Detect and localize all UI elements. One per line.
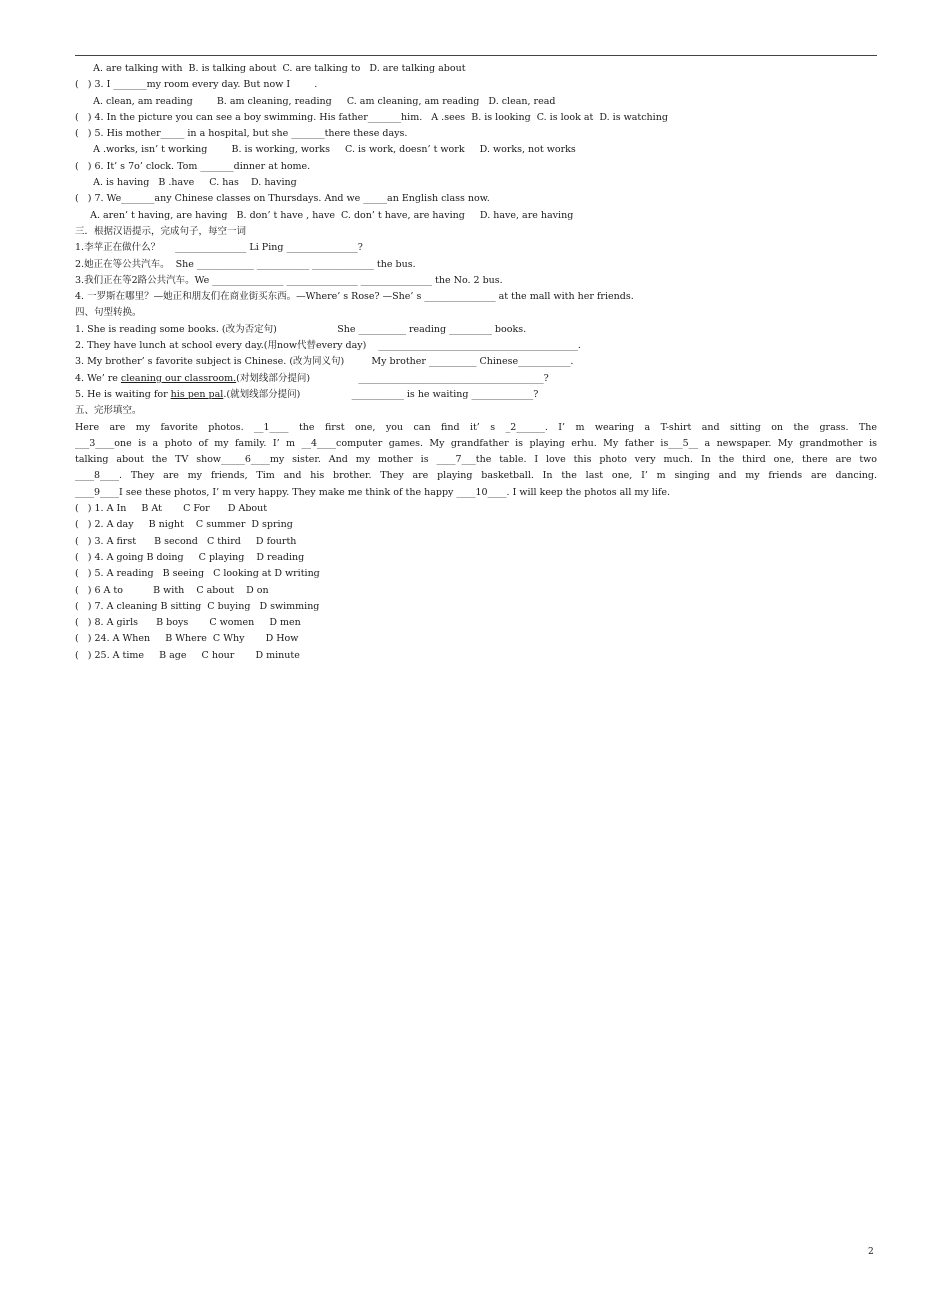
page-number: 2 (868, 1247, 874, 1257)
option-line-5: A .works, isn’ t working B. is working, works C. is work, doesn’ t work D. works, not works (75, 144, 576, 156)
cloze-option-7: ( ) 7. A cleaning B sitting C buying D swimming (75, 600, 320, 612)
transform-5: 5. He is waiting for his pen pal.(就划线部分提问) ___________ is he waiting _____________? (75, 388, 539, 400)
option-line-3: A. clean, am reading B. am cleaning, reading C. am cleaning, am reading D. clean, read (75, 95, 556, 107)
transform-3: 3. My brother’ s favorite subject is Chinese. (改为同义句) My brother __________ Chinese___________. (75, 356, 574, 368)
translation-4: 4. 一罗斯在哪里？—她正和朋友们在商业街买东西。—Where’ s Rose? —She’ s _______________ at the mall with her friends. (75, 291, 634, 303)
cloze-option-2: ( ) 2. A day B night C summer D spring (75, 519, 293, 531)
passage-line-1: Here are my favorite photos. __1____ the first one, you can find it’ s _2______. I’ m wearing a T-shirt and sitting on the grass. The (75, 421, 877, 433)
option-line-6: A. is having B .have C. has D. having (75, 177, 297, 189)
passage-line-2: ___3____one is a photo of my family. I’ m __4____computer games. My grandfather is playing erhu. My father is___5__ a newspaper. My grandmother is (75, 437, 877, 449)
underlined-phrase: cleaning our classroom. (120, 372, 237, 384)
cloze-option-1: ( ) 1. A In B At C For D About (75, 503, 268, 515)
cloze-option-6: ( ) 6 A to B with C about D on (75, 584, 269, 596)
option-line-2: A. are talking with B. is talking about C. are talking to D. are talking about (75, 63, 466, 74)
header-rule (75, 55, 877, 56)
translation-2: 2.她正在等公共汽车。 She ____________ ___________ _____________ the bus. (75, 258, 416, 270)
passage-line-5: ____9____I see these photos, I’ m very happy. They make me think of the happy ____10____. I will keep the photos all my life. (75, 486, 671, 498)
cloze-option-9: ( ) 24. A When B Where C Why D How (75, 633, 299, 645)
passage-line-4: ____8____. They are my friends, Tim and his brother. They are playing basketball. In the last one, I’ m singing and my friends are dancing. (75, 470, 877, 482)
cloze-option-3: ( ) 3. A first B second C third D fourth (75, 535, 297, 547)
transform-4: 4. We’ re cleaning our classroom.(对划线部分提问) _______________________________________? (75, 372, 549, 384)
section-heading-4: 四、句型转换。 (75, 307, 142, 319)
question-6: ( ) 6. It’ s 7o’ clock. Tom _______dinner at home. (75, 160, 311, 172)
section-heading-5: 五、完形填空。 (75, 405, 142, 417)
passage-line-3: talking about the TV show_____6____my sister. And my mother is ____7___the table. I love this photo very much. In the third one, there are two (75, 454, 877, 466)
cloze-option-10: ( ) 25. A time B age C hour D minute (75, 649, 300, 661)
cloze-option-5: ( ) 5. A reading B seeing C looking at D writing (75, 568, 320, 580)
translation-3: 3.我们正在等2路公共汽车。We _______________ _______________ _______________ the No. 2 bus. (75, 274, 503, 286)
translation-1: 1.李苹正在做什么？ _______________ Li Ping _______________? (75, 242, 363, 254)
question-5: ( ) 5. His mother_____ in a hospital, but she _______there these days. (75, 128, 408, 140)
transform-2: 2. They have lunch at school every day.(用now代替every day) __________________________________________. (75, 340, 581, 352)
question-4: ( ) 4. In the picture you can see a boy swimming. His father_______him. A .sees B. is looking C. is look at D. is watching (75, 111, 668, 123)
option-line-7: A. aren’ t having, are having B. don’ t have , have C. don’ t have, are having D. have, are having (75, 209, 574, 221)
cloze-option-4: ( ) 4. A going B doing C playing D reading (75, 551, 305, 563)
section-heading-3: 三．根据汉语提示，完成句子，每空一词 (75, 225, 247, 237)
underlined-phrase: his pen pal (170, 388, 224, 400)
transform-1: 1. She is reading some books. (改为否定句) She __________ reading _________ books. (75, 323, 527, 335)
document-content (75, 61, 877, 664)
question-3: ( ) 3. I _______my room every day. But now I . (75, 79, 318, 91)
cloze-option-8: ( ) 8. A girls B boys C women D men (75, 617, 301, 629)
question-7: ( ) 7. We_______any Chinese classes on Thursdays. And we _____an English class now. (75, 193, 490, 205)
